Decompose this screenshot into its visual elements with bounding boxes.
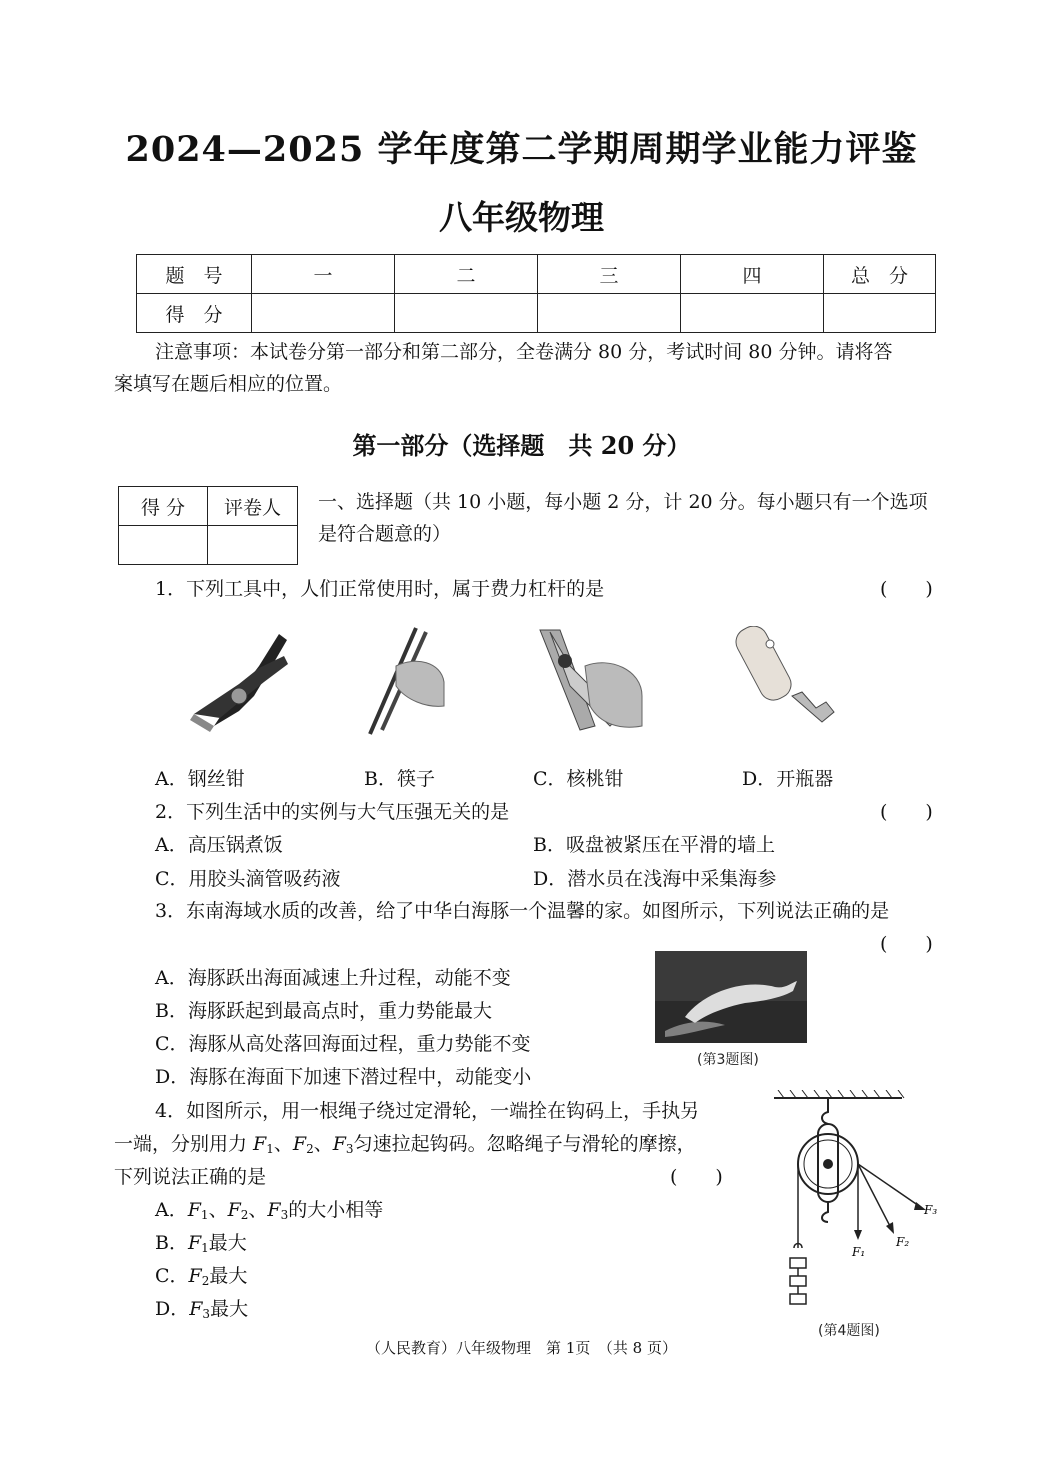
subscript: 3 <box>280 1208 289 1222</box>
force-symbol: F <box>188 1265 202 1287</box>
q4-option-d[interactable] <box>155 1297 248 1326</box>
score-blank[interactable] <box>681 294 824 333</box>
force-label-f3: F₃ <box>924 1203 938 1217</box>
rope-f3 <box>858 1164 922 1208</box>
force-symbol: F <box>227 1199 241 1221</box>
hook-weight-3 <box>790 1294 806 1304</box>
q3-option-d[interactable]: D．海豚在海面下加速下潜过程中，动能变小 <box>155 1066 532 1088</box>
score-blank[interactable] <box>824 294 936 333</box>
score-table-cell: 得 分 <box>137 294 252 333</box>
option-letter: C． <box>155 1265 189 1287</box>
option-text: 的大小相等 <box>288 1199 384 1221</box>
exam-subtitle: 八年级物理 <box>439 198 604 237</box>
score-blank[interactable] <box>538 294 681 333</box>
separator: 、 <box>208 1199 228 1221</box>
section-1-heading-line-2: 是符合题意的） <box>318 523 452 545</box>
grader-table-cell: 评卷人 <box>208 487 298 526</box>
grader-table <box>118 486 298 565</box>
rope-f2 <box>858 1164 892 1230</box>
page-footer: （人民教育）八年级物理 第 1页 （共 8 页） <box>366 1339 677 1357</box>
score-table-cell: 三 <box>538 255 681 294</box>
q3-figure-caption: (第3题图) <box>697 1052 759 1068</box>
pulley-diagram <box>768 1090 948 1320</box>
option-letter: D． <box>155 1298 190 1320</box>
grader-table-cell: 得 分 <box>119 487 208 526</box>
q4-option-b[interactable] <box>155 1231 247 1260</box>
part-1-title: 第一部分（选择题 共 20 分） <box>352 431 691 460</box>
notice-line-2: 案填写在题后相应的位置。 <box>114 373 343 395</box>
subscript: 3 <box>202 1307 211 1321</box>
hook-weight-1 <box>790 1258 806 1268</box>
force-symbol: F <box>332 1133 346 1155</box>
ceiling-hatch <box>778 1090 904 1098</box>
q4-stem-text: 匀速拉起钩码。忽略绳子与滑轮的摩擦， <box>353 1133 696 1155</box>
q4-answer-blank[interactable]: ( ) <box>670 1166 723 1188</box>
q1-option-d[interactable]: D．开瓶器 <box>742 768 834 790</box>
score-table-cell: 二 <box>395 255 538 294</box>
pliers-image <box>184 626 294 736</box>
separator: 、 <box>313 1133 333 1155</box>
subscript: 2 <box>201 1274 210 1288</box>
q3-answer-blank[interactable]: ( ) <box>880 933 933 955</box>
bottle-opener-image <box>730 626 845 736</box>
separator: 、 <box>248 1199 268 1221</box>
score-table-score-row <box>137 294 936 333</box>
section-1-heading-line-1: 一、选择题（共 10 小题，每小题 2 分，计 20 分。每小题只有一个选项 <box>318 491 928 513</box>
score-table-cell: 一 <box>252 255 395 294</box>
option-text: 最大 <box>208 1232 247 1254</box>
force-symbol: F <box>189 1298 203 1320</box>
score-table-cell: 总 分 <box>824 255 936 294</box>
q4-stem-line-2 <box>114 1132 696 1161</box>
subscript: 2 <box>240 1208 249 1222</box>
separator: 、 <box>273 1133 293 1155</box>
q3-stem: 3．东南海域水质的改善，给了中华白海豚一个温馨的家。如图所示，下列说法正确的是 <box>155 900 890 922</box>
q4-stem-line-1: 4．如图所示，用一根绳子绕过定滑轮，一端拴在钩码上，手执另 <box>155 1100 700 1122</box>
q4-figure-caption: (第4题图) <box>818 1323 880 1339</box>
q2-answer-blank[interactable]: ( ) <box>880 801 933 823</box>
option-letter: B． <box>155 1232 188 1254</box>
q1-option-a[interactable]: A．钢丝钳 <box>155 768 245 790</box>
q1-option-c[interactable]: C．核桃钳 <box>533 768 624 790</box>
q2-stem: 2．下列生活中的实例与大气压强无关的是 <box>155 801 510 823</box>
score-blank[interactable] <box>252 294 395 333</box>
option-letter: A． <box>155 1199 188 1221</box>
score-table-cell: 四 <box>681 255 824 294</box>
dolphin-photo <box>655 951 807 1043</box>
force-symbol: F <box>292 1133 307 1155</box>
q1-answer-blank[interactable]: ( ) <box>880 578 933 600</box>
q1-stem: 1．下列工具中，人们正常使用时，属于费力杠杆的是 <box>155 578 605 600</box>
force-label-f2: F₂ <box>896 1235 910 1249</box>
q3-option-b[interactable]: B．海豚跃起到最高点时，重力势能最大 <box>155 1000 492 1022</box>
q4-option-a[interactable] <box>155 1198 383 1227</box>
q2-option-a[interactable]: A．高压锅煮饭 <box>155 834 283 856</box>
q3-option-a[interactable]: A．海豚跃出海面减速上升过程，动能不变 <box>155 967 511 989</box>
chopsticks-image <box>356 626 446 736</box>
hook-weight-2 <box>790 1276 806 1286</box>
grader-blank[interactable] <box>119 526 208 565</box>
score-table-header-row <box>137 255 936 294</box>
grader-blank[interactable] <box>208 526 298 565</box>
q4-stem-text: 一端，分别用力 <box>114 1133 254 1155</box>
force-symbol: F <box>187 1199 201 1221</box>
q2-option-b[interactable]: B．吸盘被紧压在平滑的墙上 <box>533 834 775 856</box>
subscript: 1 <box>200 1208 209 1222</box>
q3-option-c[interactable]: C．海豚从高处落回海面过程，重力势能不变 <box>155 1033 531 1055</box>
q4-option-c[interactable] <box>155 1264 247 1293</box>
score-table <box>136 254 936 333</box>
force-symbol: F <box>253 1133 267 1155</box>
pulley-axle <box>823 1159 833 1169</box>
subscript: 3 <box>345 1142 354 1156</box>
option-text: 最大 <box>210 1298 249 1320</box>
score-blank[interactable] <box>395 294 538 333</box>
exam-title: 2024—2025 学年度第二学期周期学业能力评鉴 <box>125 129 918 170</box>
subscript: 2 <box>306 1142 314 1156</box>
q4-stem-line-3: 下列说法正确的是 <box>114 1166 267 1188</box>
nutcracker-image <box>530 626 645 736</box>
force-symbol: F <box>187 1232 202 1254</box>
subscript: 1 <box>201 1241 209 1255</box>
q1-option-b[interactable]: B．筷子 <box>364 768 435 790</box>
q2-option-d[interactable]: D．潜水员在浅海中采集海参 <box>533 868 777 890</box>
subscript: 1 <box>266 1142 274 1156</box>
force-label-f1: F₁ <box>852 1245 866 1259</box>
score-table-cell: 题 号 <box>137 255 252 294</box>
q2-option-c[interactable]: C．用胶头滴管吸药液 <box>155 868 341 890</box>
force-symbol: F <box>267 1199 281 1221</box>
notice-line-1: 注意事项：本试卷分第一部分和第二部分，全卷满分 80 分，考试时间 80 分钟。请将答 <box>155 341 893 363</box>
option-text: 最大 <box>209 1265 248 1287</box>
